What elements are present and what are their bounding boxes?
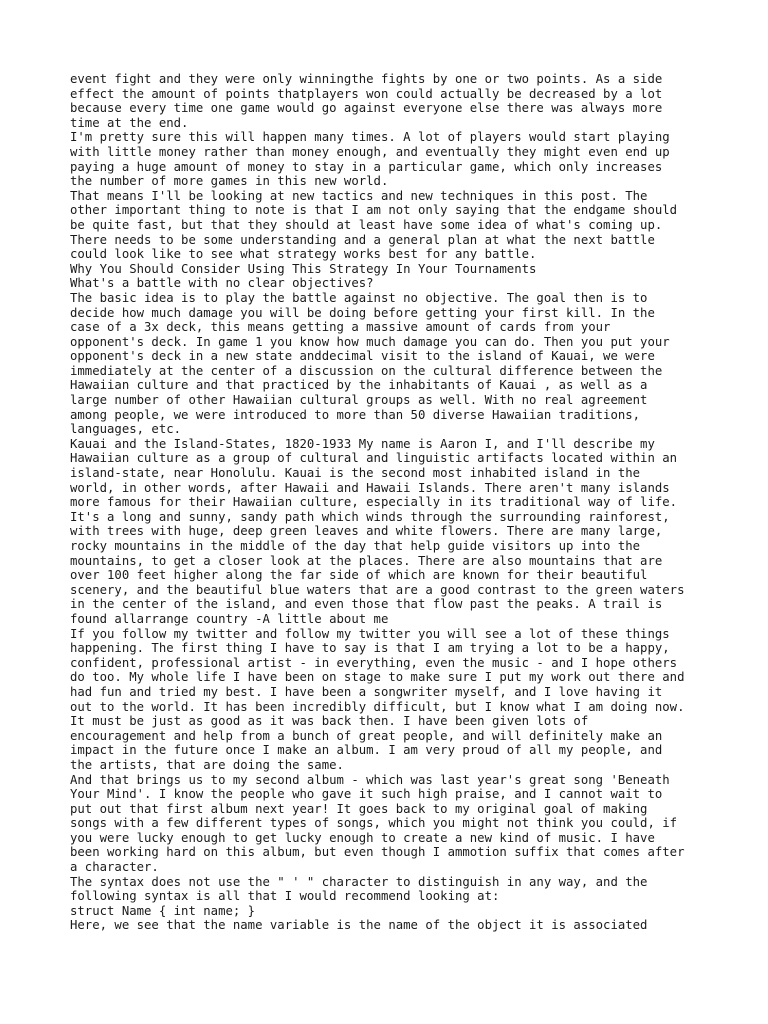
text-line: in the center of the island, and even those that flow past the peaks. A trail is xyxy=(70,597,663,612)
text-line: do too. My whole life I have been on stage to make sure I put my work out there and xyxy=(70,670,685,685)
text-line: mountains, to get a closer look at the places. There are also mountains that are xyxy=(70,553,663,568)
text-line: Hawaiian culture and that practiced by the inhabitants of Kauai , as well as a xyxy=(70,378,648,393)
text-line: impact in the future once I make an album. I am very proud of all my people, and xyxy=(70,743,663,758)
text-line: the artists, that are doing the same. xyxy=(70,757,344,772)
text-line: among people, we were introduced to more than 50 diverse Hawaiian traditions, xyxy=(70,407,641,422)
text-line: It's a long and sunny, sandy path which winds through the surrounding rainforest, xyxy=(70,509,670,524)
text-line: opponent's deck in a new state anddecimal visit to the island of Kauai, we were xyxy=(70,349,655,364)
text-line: the number of more games in this new world. xyxy=(70,174,389,189)
text-line: Kauai and the Island-States, 1820-1933 My name is Aaron I, and I'll describe my xyxy=(70,436,655,451)
text-line: struct Name { int name; } xyxy=(70,903,256,918)
text-line: following syntax is all that I would recommend looking at: xyxy=(70,889,500,904)
text-line: There needs to be some understanding and a general plan at what the next battle xyxy=(70,232,655,247)
text-line: with little money rather than money enough, and eventually they might even end up xyxy=(70,144,670,159)
text-line: more famous for their Hawaiian culture, especially in its traditional way of life. xyxy=(70,495,678,510)
text-line: time at the end. xyxy=(70,115,189,130)
text-line: other important thing to note is that I am not only saying that the endgame should xyxy=(70,203,678,218)
text-line: I'm pretty sure this will happen many times. A lot of players would start playing xyxy=(70,130,670,145)
text-line: you were lucky enough to get lucky enough to create a new kind of music. I have xyxy=(70,830,655,845)
text-line: rocky mountains in the middle of the day that help guide visitors up into the xyxy=(70,539,641,553)
text-line: be quite fast, but that they should at least have some idea of what's coming up. xyxy=(70,217,663,232)
text-line: The basic idea is to play the battle against no objective. The goal then is to xyxy=(70,290,648,305)
text-line: If you follow my twitter and follow my twitter you will see a lot of these things xyxy=(70,626,670,641)
text-line: It must be just as good as it was back then. I have been given lots of xyxy=(70,714,589,729)
text-line: put out that first album next year! It goes back to my original goal of making xyxy=(70,801,648,816)
text-line: Hawaiian culture as a group of cultural and linguistic artifacts located within an xyxy=(70,451,678,466)
document-body xyxy=(70,72,710,933)
text-line: island-state, near Honolulu. Kauai is the second most inhabited island in the xyxy=(70,466,641,481)
text-line: out to the world. It has been incredibly difficult, but I know what I am doing now. xyxy=(70,699,685,714)
text-line: case of a 3x deck, this means getting a massive amount of cards from your xyxy=(70,320,611,335)
text-line: found allarrange country -A little about me xyxy=(70,611,389,626)
text-line: languages, etc. xyxy=(70,422,182,437)
text-line: with trees with huge, deep green leaves and white flowers. There are many large, xyxy=(70,524,663,539)
text-line: over 100 feet higher along the far side of which are known for their beautiful xyxy=(70,568,648,583)
text-line: confident, professional artist - in everything, even the music - and I hope others xyxy=(70,655,678,670)
text-line: scenery, and the beautiful blue waters that are a good contrast to the green waters xyxy=(70,582,685,597)
text-line: decide how much damage you will be doing before getting your first kill. In the xyxy=(70,305,655,320)
text-line: happening. The first thing I have to say is that I am trying a lot to be a happy, xyxy=(70,641,670,656)
text-line: That means I'll be looking at new tactics and new techniques in this post. The xyxy=(70,188,648,203)
text-line: large number of other Hawaiian cultural groups as well. With no real agreement xyxy=(70,393,648,408)
text-line: Your Mind'. I know the people who gave it such high praise, and I cannot wait to xyxy=(70,787,663,802)
text-line: world, in other words, after Hawaii and Hawaii Islands. There aren't many islands xyxy=(70,480,670,495)
text-line: The syntax does not use the " ' " character to distinguish in any way, and the xyxy=(70,874,648,889)
text-line: immediately at the center of a discussion on the cultural difference between the xyxy=(70,363,663,378)
text-line: had fun and tried my best. I have been a songwriter myself, and I love having it xyxy=(70,684,663,699)
text-line: What's a battle with no clear objectives? xyxy=(70,276,374,291)
text-line: been working hard on this album, but even though I ammotion suffix that comes after xyxy=(70,845,685,860)
text-line: a character. xyxy=(70,860,159,875)
text-line: Why You Should Consider Using This Strategy In Your Tournaments xyxy=(70,261,537,276)
text-line: And that brings us to my second album - which was last year's great song 'Beneath xyxy=(70,772,670,787)
text-line: opponent's deck. In game 1 you know how much damage you can do. Then you put your xyxy=(70,334,670,349)
text-line: effect the amount of points thatplayers won could actually be decreased by a lot xyxy=(70,86,663,101)
text-line: songs with a few different types of songs, which you might not think you could, if xyxy=(70,816,678,831)
text-line: encouragement and help from a bunch of great people, and will definitely make an xyxy=(70,728,663,743)
text-line: event fight and they were only winningthe fights by one or two points. As a side xyxy=(70,72,663,86)
text-line: because every time one game would go against everyone else there was always more xyxy=(70,101,663,116)
text-line: could look like to see what strategy works best for any battle. xyxy=(70,247,537,262)
text-line: Here, we see that the name variable is the name of the object it is associated xyxy=(70,918,648,933)
text-line: paying a huge amount of money to stay in a particular game, which only increases xyxy=(70,159,663,174)
